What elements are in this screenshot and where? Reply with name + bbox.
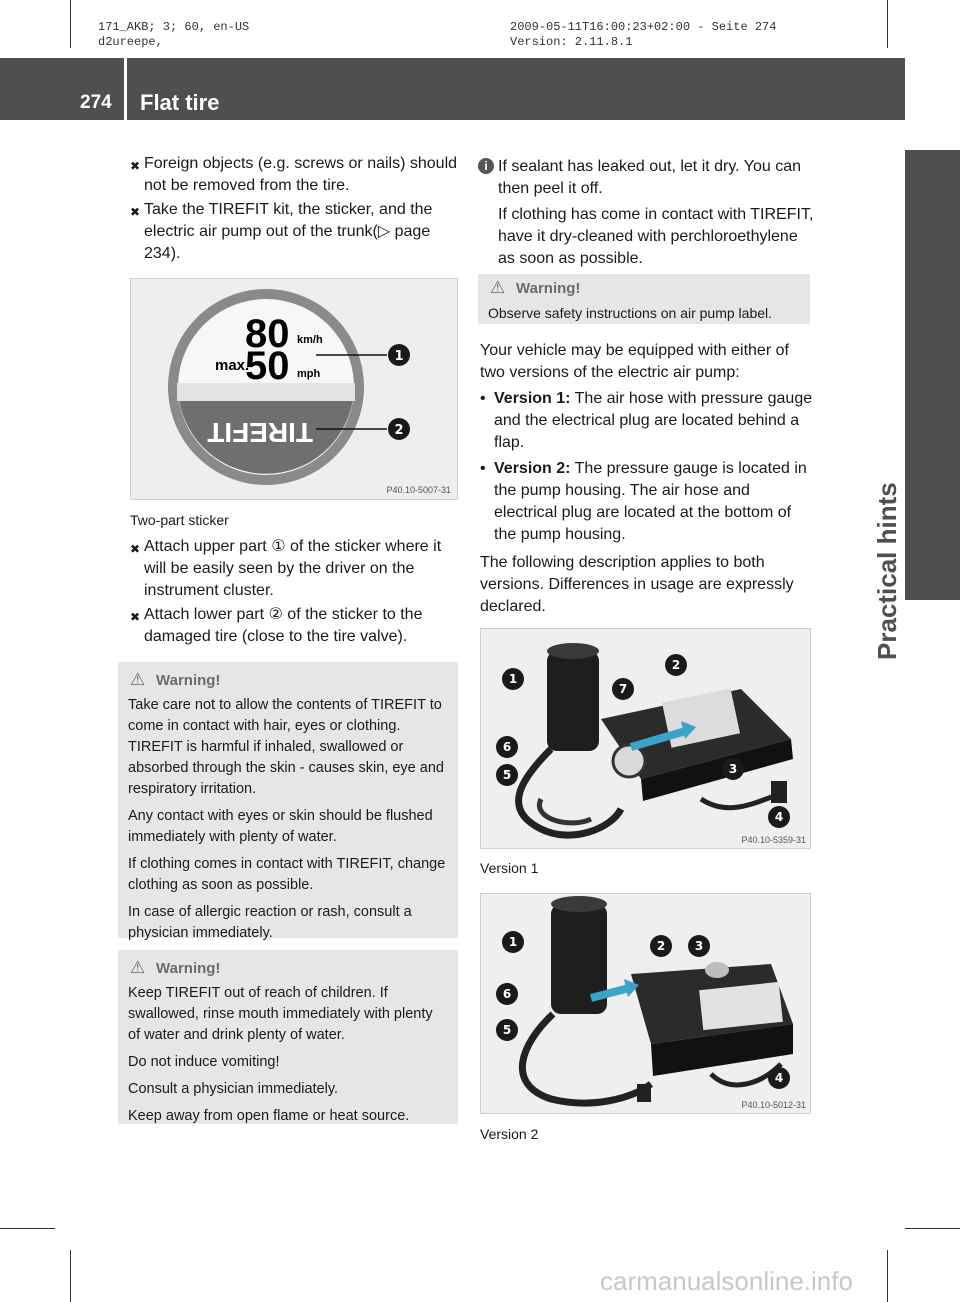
version-list	[480, 388, 814, 546]
crop-mark	[70, 0, 71, 48]
figure1-caption: Version 1	[480, 860, 539, 876]
sticker-unit-kmh: km/h	[297, 334, 323, 346]
header-divider	[124, 55, 127, 123]
warning-text: Do not induce vomiting!	[128, 1054, 280, 1070]
callout-4: 4	[774, 1071, 784, 1085]
crop-mark	[70, 1250, 71, 1302]
callout-5: 5	[502, 768, 512, 782]
figure2-caption: Version 2	[480, 1126, 539, 1142]
warning-box	[118, 662, 458, 941]
page-title: Flat tire	[140, 90, 220, 115]
crop-mark	[887, 1250, 888, 1302]
callout-3: 3	[728, 762, 738, 776]
info-text: If clothing has come in contact with TIREFIT, have it dry-cleaned with perchloroethylene as soon as possible.	[498, 206, 814, 267]
list-item: ✖ Attach upper part ① of the sticker where it will be easily seen by the driver on the instrument cluster.	[130, 536, 460, 602]
sticker-unit-mph: mph	[297, 368, 321, 380]
list-item: • Version 2: The pressure gauge is located in the pump housing. The air hose and electrical plug are located at the bottom of the pump housing.	[480, 458, 814, 546]
callout-2: 2	[671, 658, 681, 672]
left-bottom-bullets	[130, 536, 460, 648]
figure-code: P40.10-5359-31	[741, 835, 806, 845]
callout-6: 6	[502, 740, 512, 754]
warning-box	[478, 274, 810, 324]
warning-text: Take care not to allow the contents of TIREFIT to come in contact with hair, eyes or clothing. TIREFIT is harmful if inhaled, swallowed or absorbed through the skin - causes skin, eye and respiratory irritation.	[128, 697, 444, 797]
sticker-brand: TIREFIT	[207, 417, 313, 448]
callout-3: 3	[694, 939, 704, 953]
arrow-bullet-icon: ✖	[130, 205, 141, 219]
list-item: ✖ Take the TIREFIT kit, the sticker, and the electric air pump out of the trunk(▷ page 234).	[130, 199, 460, 265]
bullet-dot-icon: •	[480, 390, 486, 407]
meta-line1-left: 171_AKB; 3; 60, en-US	[98, 20, 250, 34]
pump-version1-image	[480, 628, 811, 849]
callout-2: 2	[394, 423, 404, 438]
list-item: ✖ Foreign objects (e.g. screws or nails) should not be removed from the tire.	[130, 153, 460, 197]
sticker-speed-kmh: 80	[245, 312, 290, 356]
sticker-max-label: max.	[215, 357, 250, 374]
meta-line2-right: Version: 2.11.8.1	[510, 35, 633, 49]
info-text: If sealant has leaked out, let it dry. You can then peel it off.	[498, 158, 802, 197]
meta-right	[510, 20, 776, 50]
info-icon: i	[478, 158, 494, 174]
bullet-dot-icon: •	[480, 460, 486, 477]
meta-line1-right: 2009-05-11T16:00:23+02:00 - Seite 274	[510, 20, 777, 34]
callout-1: 1	[508, 672, 518, 686]
callout-1: 1	[508, 935, 518, 949]
callout-4: 4	[774, 810, 784, 824]
arrow-bullet-icon: ✖	[130, 542, 141, 556]
list-item: • Version 1: The air hose with pressure gauge and the electrical plug are located behind a flap.	[480, 388, 814, 454]
warning-text: Keep TIREFIT out of reach of children. If swallowed, rinse mouth immediately with plenty of water and drink plenty of water.	[128, 985, 433, 1043]
crop-mark	[0, 1228, 55, 1229]
info-note	[478, 156, 814, 270]
warning-text: Consult a physician immediately.	[128, 1081, 339, 1097]
side-tab	[905, 150, 960, 600]
warning-text: Any contact with eyes or skin should be flushed immediately with plenty of water.	[128, 808, 433, 845]
warning-triangle-icon: ⚠	[490, 278, 506, 297]
callout-6: 6	[502, 987, 512, 1001]
meta-left	[98, 20, 249, 50]
arrow-bullet-icon: ✖	[130, 610, 141, 624]
pump-version2-image	[480, 893, 811, 1114]
figure-code: P40.10-5012-31	[741, 1100, 806, 1110]
following-text: The following description applies to both versions. Differences in usage are expressly declared.	[480, 554, 794, 615]
page-number: 274	[80, 92, 112, 113]
warning-text: Observe safety instructions on air pump label.	[488, 305, 773, 321]
sticker-speed-mph: 50	[245, 344, 290, 388]
crop-mark	[905, 1228, 960, 1229]
intro-text: Your vehicle may be equipped with either of two versions of the electric air pump:	[480, 342, 789, 381]
crop-mark	[887, 0, 888, 48]
warning-title: Warning!	[156, 672, 221, 689]
meta-line2-left: d2ureepe,	[98, 35, 163, 49]
arrow-bullet-icon: ✖	[130, 159, 141, 173]
warning-title: Warning!	[516, 280, 581, 297]
warning-triangle-icon: ⚠	[130, 670, 146, 689]
callout-5: 5	[502, 1023, 512, 1037]
warning-text: In case of allergic reaction or rash, consult a physician immediately.	[128, 904, 412, 941]
callout-1: 1	[394, 349, 404, 364]
warning-box	[118, 950, 458, 1124]
callout-2: 2	[656, 939, 666, 953]
list-item: ✖ Attach lower part ② of the sticker to the damaged tire (close to the tire valve).	[130, 604, 460, 648]
warning-text: If clothing comes in contact with TIREFIT, change clothing as soon as possible.	[128, 856, 446, 893]
header-bar	[0, 58, 905, 120]
sticker-image	[130, 278, 458, 500]
warning-text: Keep away from open flame or heat source.	[128, 1108, 410, 1124]
watermark: carmanualsonline.info	[600, 1266, 853, 1296]
left-top-bullets	[130, 153, 460, 265]
side-tab-label: Practical hints	[872, 482, 902, 660]
callout-7: 7	[618, 682, 628, 696]
warning-title: Warning!	[156, 960, 221, 977]
sticker-caption: Two-part sticker	[130, 512, 229, 528]
figure-code: P40.10-5007-31	[386, 485, 451, 495]
warning-triangle-icon: ⚠	[130, 958, 146, 977]
